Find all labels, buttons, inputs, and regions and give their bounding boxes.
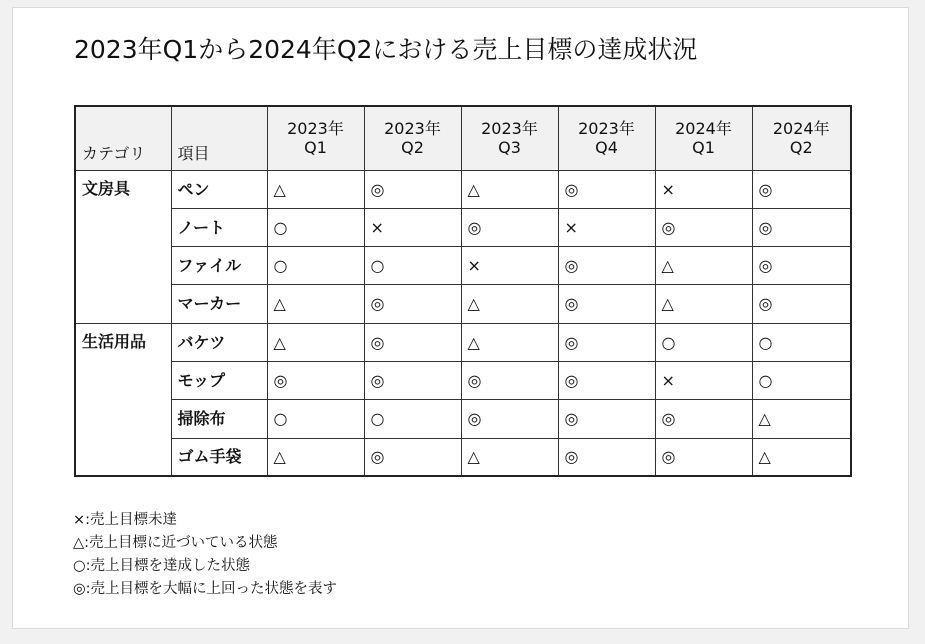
legend-item: ○:売上目標を達成した状態 bbox=[73, 558, 251, 574]
status-mark-cell: △ bbox=[752, 438, 851, 476]
status-mark-cell: ◎ bbox=[364, 361, 461, 399]
header-quarter bbox=[461, 106, 558, 170]
item-cell: ペン bbox=[171, 170, 267, 208]
status-mark-cell: △ bbox=[461, 285, 558, 323]
table-row bbox=[75, 361, 851, 399]
table-row bbox=[75, 400, 851, 438]
status-mark-cell: △ bbox=[655, 247, 752, 285]
header-year: 2023年 bbox=[287, 119, 344, 139]
table-row bbox=[75, 438, 851, 476]
header-quarter bbox=[558, 106, 655, 170]
status-mark-cell: ○ bbox=[267, 400, 364, 438]
header-item: 項目 bbox=[171, 106, 267, 170]
status-mark-cell: ◎ bbox=[558, 323, 655, 361]
item-cell: ノート bbox=[171, 208, 267, 246]
category-cell: 生活用品 bbox=[75, 323, 171, 476]
status-mark-cell: ○ bbox=[655, 323, 752, 361]
status-mark-cell: ◎ bbox=[364, 438, 461, 476]
status-mark-cell: × bbox=[558, 208, 655, 246]
header-year: 2024年 bbox=[675, 119, 732, 139]
status-mark-cell: ◎ bbox=[267, 361, 364, 399]
status-mark-cell: ◎ bbox=[752, 285, 851, 323]
item-cell: モップ bbox=[171, 361, 267, 399]
status-mark-cell: ◎ bbox=[752, 208, 851, 246]
header-q: Q1 bbox=[692, 138, 715, 158]
status-mark-cell: △ bbox=[461, 438, 558, 476]
header-row bbox=[75, 106, 851, 170]
item-cell: ファイル bbox=[171, 247, 267, 285]
status-mark-cell: ○ bbox=[364, 247, 461, 285]
header-year: 2023年 bbox=[384, 119, 441, 139]
table-body bbox=[75, 170, 851, 476]
header-q: Q1 bbox=[304, 138, 327, 158]
status-mark-cell: ◎ bbox=[655, 438, 752, 476]
item-cell: ゴム手袋 bbox=[171, 438, 267, 476]
status-mark-cell: × bbox=[655, 170, 752, 208]
status-mark-cell: ◎ bbox=[461, 361, 558, 399]
legend-item: ◎:売上目標を大幅に上回った状態を表す bbox=[73, 581, 338, 597]
status-mark-cell: ◎ bbox=[655, 400, 752, 438]
header-q: Q3 bbox=[498, 138, 521, 158]
status-mark-cell: ◎ bbox=[752, 247, 851, 285]
status-mark-cell: △ bbox=[655, 285, 752, 323]
status-mark-cell: × bbox=[461, 247, 558, 285]
header-quarter bbox=[364, 106, 461, 170]
status-mark-cell: ○ bbox=[267, 208, 364, 246]
status-mark-cell: ◎ bbox=[558, 361, 655, 399]
status-mark-cell: ◎ bbox=[558, 400, 655, 438]
status-mark-cell: ○ bbox=[267, 247, 364, 285]
header-category: カテゴリ bbox=[75, 106, 171, 170]
status-mark-cell: × bbox=[655, 361, 752, 399]
status-mark-cell: ◎ bbox=[364, 323, 461, 361]
header-year: 2023年 bbox=[578, 119, 635, 139]
category-cell: 文房具 bbox=[75, 170, 171, 323]
status-mark-cell: ○ bbox=[364, 400, 461, 438]
status-mark-cell: △ bbox=[267, 285, 364, 323]
status-mark-cell: ◎ bbox=[461, 400, 558, 438]
status-mark-cell: ○ bbox=[752, 361, 851, 399]
item-cell: マーカー bbox=[171, 285, 267, 323]
status-mark-cell: ◎ bbox=[558, 170, 655, 208]
status-mark-cell: △ bbox=[461, 170, 558, 208]
status-mark-cell: ◎ bbox=[558, 247, 655, 285]
status-mark-cell: ◎ bbox=[752, 170, 851, 208]
status-mark-cell: ◎ bbox=[364, 285, 461, 323]
table-row bbox=[75, 323, 851, 361]
legend bbox=[73, 509, 337, 601]
item-cell: 掃除布 bbox=[171, 400, 267, 438]
status-mark-cell: ◎ bbox=[558, 438, 655, 476]
table-row bbox=[75, 247, 851, 285]
page-title: 2023年Q1から2024年Q2における売上目標の達成状況 bbox=[74, 35, 698, 64]
table-row bbox=[75, 170, 851, 208]
header-quarter bbox=[267, 106, 364, 170]
header-quarter bbox=[752, 106, 851, 170]
status-mark-cell: ◎ bbox=[655, 208, 752, 246]
status-mark-cell: △ bbox=[267, 323, 364, 361]
header-year: 2023年 bbox=[481, 119, 538, 139]
status-mark-cell: ◎ bbox=[461, 208, 558, 246]
document-page bbox=[12, 7, 909, 629]
legend-item: ×:売上目標未達 bbox=[73, 512, 178, 528]
table-row bbox=[75, 285, 851, 323]
sales-target-table bbox=[74, 105, 852, 477]
table-row bbox=[75, 208, 851, 246]
header-quarter bbox=[655, 106, 752, 170]
header-q: Q2 bbox=[401, 138, 424, 158]
header-year: 2024年 bbox=[772, 119, 830, 139]
status-mark-cell: △ bbox=[267, 170, 364, 208]
status-mark-cell: △ bbox=[267, 438, 364, 476]
status-mark-cell: ◎ bbox=[558, 285, 655, 323]
status-mark-cell: △ bbox=[752, 400, 851, 438]
status-mark-cell: ◎ bbox=[364, 170, 461, 208]
legend-item: △:売上目標に近づいている状態 bbox=[73, 535, 278, 551]
header-q: Q4 bbox=[595, 138, 618, 158]
item-cell: バケツ bbox=[171, 323, 267, 361]
status-mark-cell: ○ bbox=[752, 323, 851, 361]
status-mark-cell: × bbox=[364, 208, 461, 246]
status-mark-cell: △ bbox=[461, 323, 558, 361]
header-q: Q2 bbox=[789, 138, 813, 158]
